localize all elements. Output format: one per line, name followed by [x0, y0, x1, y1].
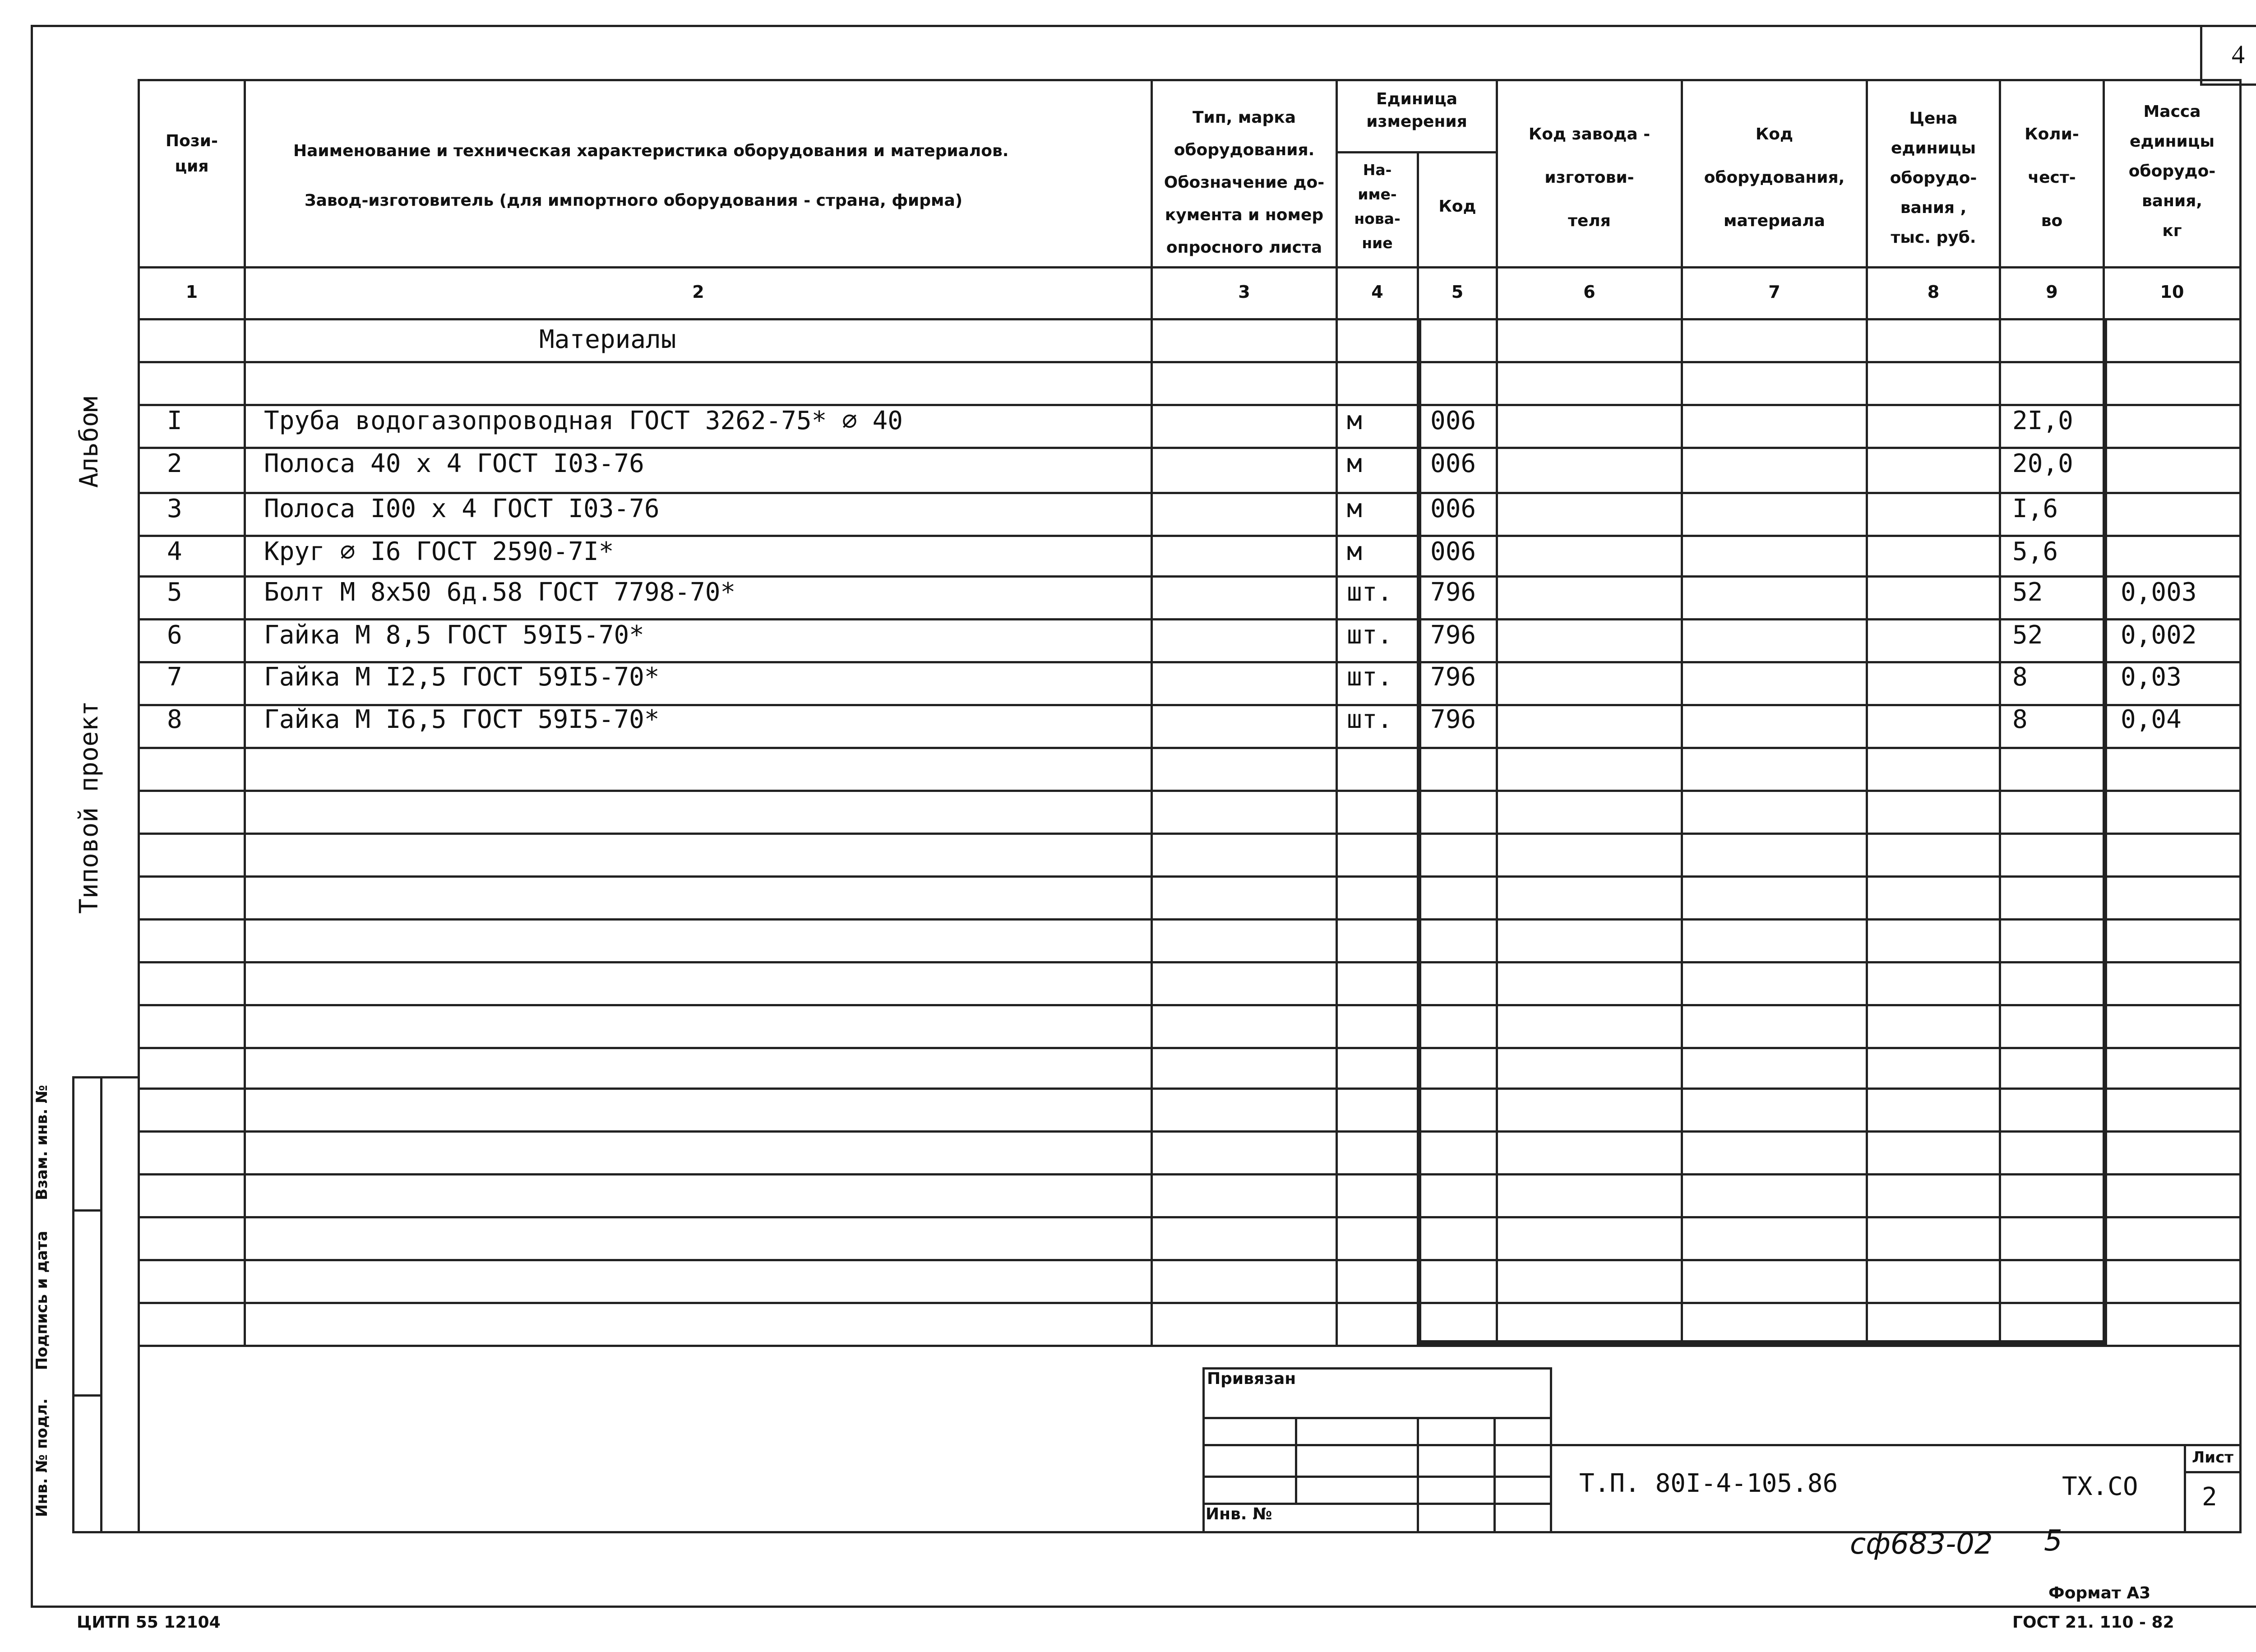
row-quantity: 5,6	[2012, 537, 2058, 566]
footer-left-code: ЦИТП 55 12104	[77, 1613, 221, 1632]
row-separator	[138, 1216, 2242, 1218]
col-number: 9	[2046, 282, 2058, 302]
row-unit: м	[1347, 494, 1362, 523]
row-quantity: 2I,0	[2012, 406, 2073, 435]
stamp-line	[1202, 1417, 1552, 1419]
side-stamp-border	[72, 1076, 74, 1533]
header-name: Наименование и техническая характеристика оборудования и материалов. Завод-изготовитель (для импортного оборудования - страна, фирма)	[293, 142, 1009, 210]
header-unit-code: Код	[1438, 197, 1476, 216]
col-divider	[1866, 79, 1868, 1345]
stamp-inv-no: Инв. №	[1206, 1505, 1272, 1523]
footer-format: Формат А3	[2048, 1584, 2151, 1602]
row-unit-code: 006	[1430, 449, 1476, 478]
page-frame	[31, 25, 2256, 1608]
row-unit-code: 796	[1430, 578, 1476, 607]
header-price: Цена единицы оборудо- вания , тыс. руб.	[1890, 109, 1977, 247]
row-separator	[138, 1259, 2242, 1261]
row-unit: шт.	[1347, 662, 1393, 692]
row-unit-code: 006	[1430, 494, 1476, 523]
row-separator	[138, 918, 2242, 921]
row-unit-code: 006	[1430, 537, 1476, 566]
row-unit-code: 796	[1430, 705, 1476, 734]
col-divider	[244, 79, 246, 1345]
row-mass: 0,003	[2121, 578, 2197, 607]
row-quantity: 20,0	[2012, 449, 2073, 478]
col-number: 6	[1583, 282, 1595, 302]
page-number: 4	[2200, 25, 2256, 86]
side-stamp-border	[100, 1076, 102, 1533]
stamp-line	[1295, 1417, 1297, 1503]
stamp-line	[1493, 1417, 1496, 1533]
row-name: Гайка М 8,5 ГОСТ 59I5-70*	[264, 620, 644, 650]
header-quantity: Коли- чест- во	[2025, 125, 2079, 230]
stamp-line	[1417, 1417, 1419, 1533]
colnum-separator	[138, 318, 2242, 320]
col-number: 1	[185, 282, 198, 302]
col-number: 2	[692, 282, 704, 302]
header-mass: Масса единицы оборудо- вания, кг	[2128, 102, 2216, 240]
row-name: Гайка М I6,5 ГОСТ 59I5-70*	[264, 705, 660, 734]
header-equipment-code: Код оборудования, материала	[1704, 125, 1845, 230]
col-number: 8	[1927, 282, 1940, 302]
row-quantity: 52	[2012, 578, 2043, 607]
row-unit: шт.	[1347, 705, 1393, 734]
side-vzam-label: Взам. инв. №	[33, 1085, 51, 1200]
handwritten-code: сф683-02	[1850, 1527, 1993, 1561]
col-number: 10	[2160, 282, 2184, 302]
col-number: 4	[1371, 282, 1383, 302]
side-stamp-line	[72, 1076, 138, 1078]
footer-gost: ГОСТ 21. 110 - 82	[2012, 1613, 2174, 1632]
stamp-doc-code: Т.П. 80I-4-105.86	[1579, 1469, 1838, 1498]
row-unit: шт.	[1347, 620, 1393, 650]
row-position: 3	[167, 494, 182, 523]
bold-bottom	[1417, 1340, 2107, 1345]
row-separator	[138, 361, 2242, 363]
row-unit: шт.	[1347, 578, 1393, 607]
col-number: 7	[1768, 282, 1780, 302]
table-bottom-border	[138, 1345, 2242, 1347]
row-mass: 0,03	[2121, 662, 2182, 692]
stamp-mark: ТХ.СО	[2062, 1472, 2138, 1501]
col-divider	[1681, 79, 1683, 1345]
row-name: Полоса 40 х 4 ГОСТ I03-76	[264, 449, 644, 478]
header-unit: Единица измерения	[1366, 90, 1467, 131]
row-name: Полоса I00 х 4 ГОСТ I03-76	[264, 494, 660, 523]
stamp-line	[1202, 1476, 1552, 1478]
row-position: 6	[167, 620, 182, 650]
row-quantity: 8	[2012, 662, 2028, 692]
row-unit-code: 796	[1430, 662, 1476, 692]
row-separator	[138, 1130, 2242, 1133]
row-separator	[138, 1087, 2242, 1090]
col-divider	[1999, 79, 2001, 1345]
row-separator	[138, 1004, 2242, 1006]
row-separator	[138, 1047, 2242, 1049]
section-title: Материалы	[539, 325, 676, 354]
stamp-line	[2184, 1471, 2242, 1473]
row-position: 8	[167, 705, 182, 734]
row-unit-code: 006	[1430, 406, 1476, 435]
stamp-line	[1550, 1367, 1552, 1533]
row-name: Болт М 8х50 6д.58 ГОСТ 7798-70*	[264, 578, 736, 607]
row-name: Круг ∅ I6 ГОСТ 2590-7I*	[264, 537, 614, 566]
side-project-label: Типовой проект	[74, 700, 104, 914]
row-position: 4	[167, 537, 182, 566]
header-position: Пози- ция	[166, 132, 218, 176]
side-stamp-line	[72, 1394, 102, 1397]
row-name: Гайка М I2,5 ГОСТ 59I5-70*	[264, 662, 660, 692]
handwritten-digit: 5	[2044, 1524, 2062, 1558]
row-position: I	[167, 406, 182, 435]
row-separator	[138, 833, 2242, 835]
row-unit-code: 796	[1430, 620, 1476, 650]
col-number: 5	[1451, 282, 1464, 302]
table-right-border	[2239, 79, 2242, 1533]
header-unit-name: На- име- нова- ние	[1354, 161, 1401, 252]
row-separator	[138, 1173, 2242, 1175]
row-separator	[138, 1302, 2242, 1304]
row-name: Труба водогазопроводная ГОСТ 3262-75* ∅ 40	[264, 406, 903, 435]
row-quantity: I,6	[2012, 494, 2058, 523]
stamp-line	[1202, 1444, 1552, 1446]
row-unit: м	[1347, 406, 1362, 435]
stamp-line	[1550, 1444, 2242, 1446]
side-stamp-line	[72, 1209, 102, 1212]
row-quantity: 8	[2012, 705, 2028, 734]
row-position: 5	[167, 578, 182, 607]
row-position: 7	[167, 662, 182, 692]
stamp-line	[2184, 1444, 2186, 1533]
row-separator	[138, 790, 2242, 792]
stamp-sheet-label: Лист	[2192, 1448, 2233, 1467]
header-factory-code: Код завода - изготови- теля	[1528, 125, 1650, 230]
side-podpis-label: Подпись и дата	[33, 1231, 51, 1370]
row-mass: 0,04	[2121, 705, 2182, 734]
side-inv-label: Инв. № подл.	[33, 1398, 51, 1517]
row-unit: м	[1347, 449, 1362, 478]
col-divider	[1151, 79, 1153, 1345]
stamp-privyazan: Привязан	[1207, 1370, 1296, 1388]
row-position: 2	[167, 449, 182, 478]
stamp-sheet-number: 2	[2202, 1482, 2217, 1512]
col-divider	[1336, 79, 1338, 1345]
row-separator	[138, 875, 2242, 878]
header-separator	[138, 266, 2242, 268]
row-separator	[138, 961, 2242, 963]
col-divider-bold	[1417, 318, 1421, 1345]
row-mass: 0,002	[2121, 620, 2197, 650]
row-unit: м	[1347, 537, 1362, 566]
table-top-border	[138, 79, 2242, 81]
header-type: Тип, марка оборудования. Обозначение до- кумента и номер опросного листа	[1164, 108, 1325, 257]
col-divider	[1496, 79, 1498, 1345]
row-separator	[138, 747, 2242, 749]
stamp-line	[1202, 1367, 1205, 1533]
row-quantity: 52	[2012, 620, 2043, 650]
col-number: 3	[1238, 282, 1250, 302]
unit-header-split	[1336, 151, 1496, 153]
col-divider-bold	[2103, 318, 2107, 1345]
side-album-label: Альбом	[74, 396, 104, 488]
